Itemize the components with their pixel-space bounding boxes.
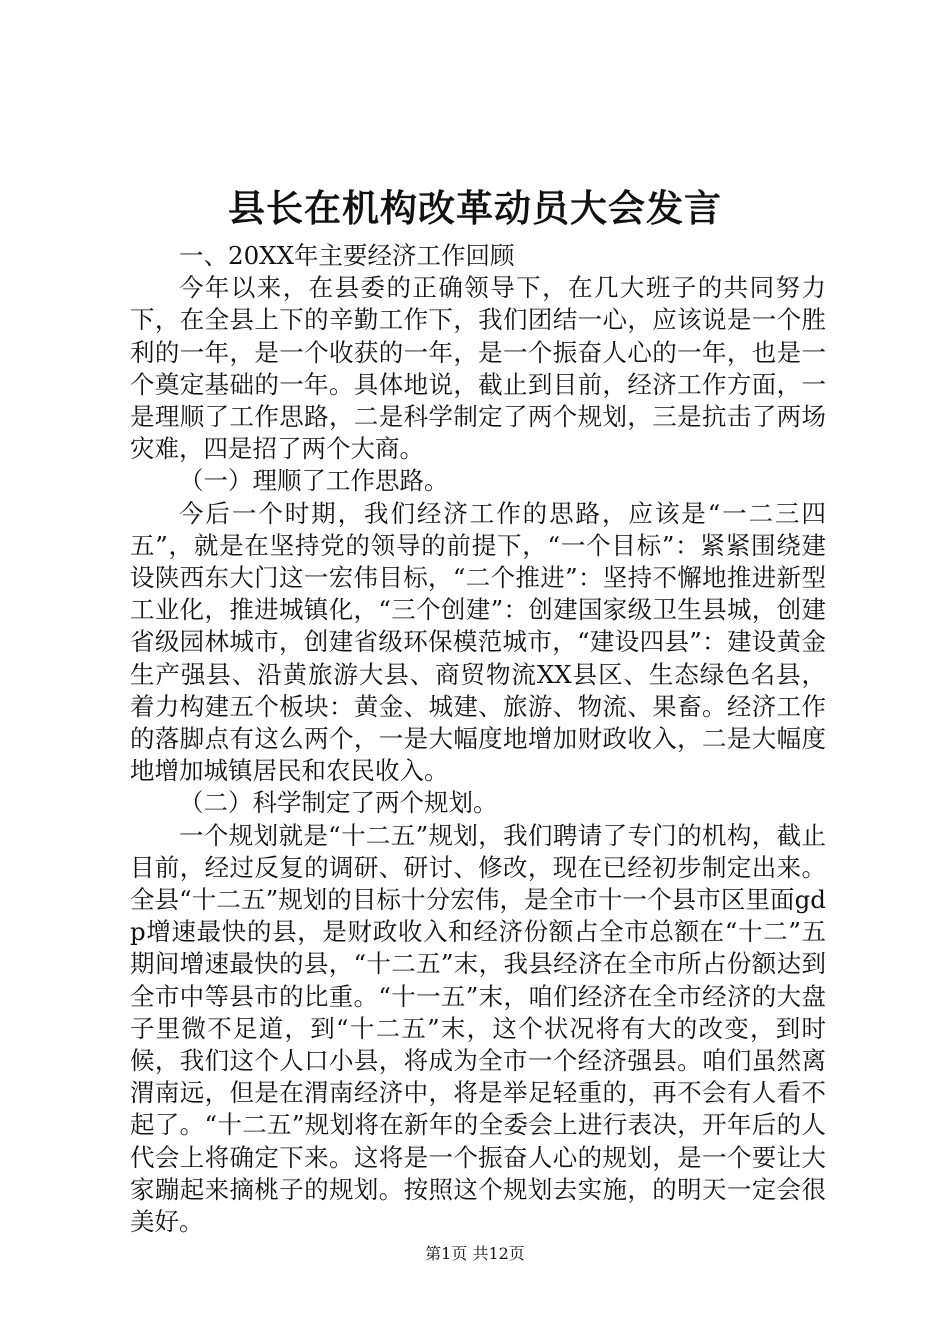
body-paragraph: 今年以来，在县委的正确领导下，在几大班子的共同努力下，在全县上下的辛勤工作下，我们团结一心，应该说是一个胜利的一年，是一个收获的一年，是一个振奋人心的一年，也是一个奠定基础的一年。具体地说，截止到目前，经济工作方面，一是理顺了工作思路，二是科学制定了两个规划，三是抗击了两场灾难，四是招了两个大商。 [130,273,826,464]
page-footer [0,1244,950,1264]
subsection-heading: （一）理顺了工作思路。 [179,466,449,496]
document-title: 县长在机构改革动员大会发言 [228,186,722,230]
body-paragraph: 今后一个时期，我们经济工作的思路，应该是“一二三四五”，就是在坚持党的领导的前提下，“一个目标”：紧紧围绕建设陕西东大门这一宏伟目标，“二个推进”：坚持不懈地推进新型工业化，推进城镇化，“三个创建”：创建国家级卫生县城，创建省级园林城市，创建省级环保模范城市，“建设四县”：建设黄金生产强县、沿黄旅游大县、商贸物流XX县区、生态绿色名县，着力构建五个板块：黄金、城建、旅游、物流、果畜。经济工作的落脚点有这么两个，一是大幅度地增加财政收入，二是大幅度地增加城镇居民和农民收入。 [130,498,826,786]
page-number: 第1页 共12页 [425,1244,525,1263]
body-paragraph: 一个规划就是“十二五”规划，我们聘请了专门的机构，截止目前，经过反复的调研、研讨、修改，现在已经初步制定出来。全县“十二五”规划的目标十分宏伟，是全市十一个县市区里面gdp增速最快的县，是财政收入和经济份额占全市总额在“十二”五期间增速最快的县，“十二五”末，我县经济在全市所占份额达到全市中等县市的比重。“十一五”末，咱们经济在全市经济的大盘子里微不足道，到“十二五”末，这个状况将有大的改变，到时候，我们这个人口小县，将成为全市一个经济强县。咱们虽然离渭南远，但是在渭南经济中，将是举足轻重的，再不会有人看不起了。“十二五”规划将在新年的全委会上进行表决，开年后的人代会上将确定下来。这将是一个振奋人心的规划，是一个要让大家蹦起来摘桃子的规划。按照这个规划去实施，的明天一定会很美好。 [130,820,826,1237]
section-heading: 一、20XX年主要经济工作回顾 [179,241,515,270]
document-body [130,240,826,1238]
subsection-heading: （二）科学制定了两个规划。 [179,788,498,818]
